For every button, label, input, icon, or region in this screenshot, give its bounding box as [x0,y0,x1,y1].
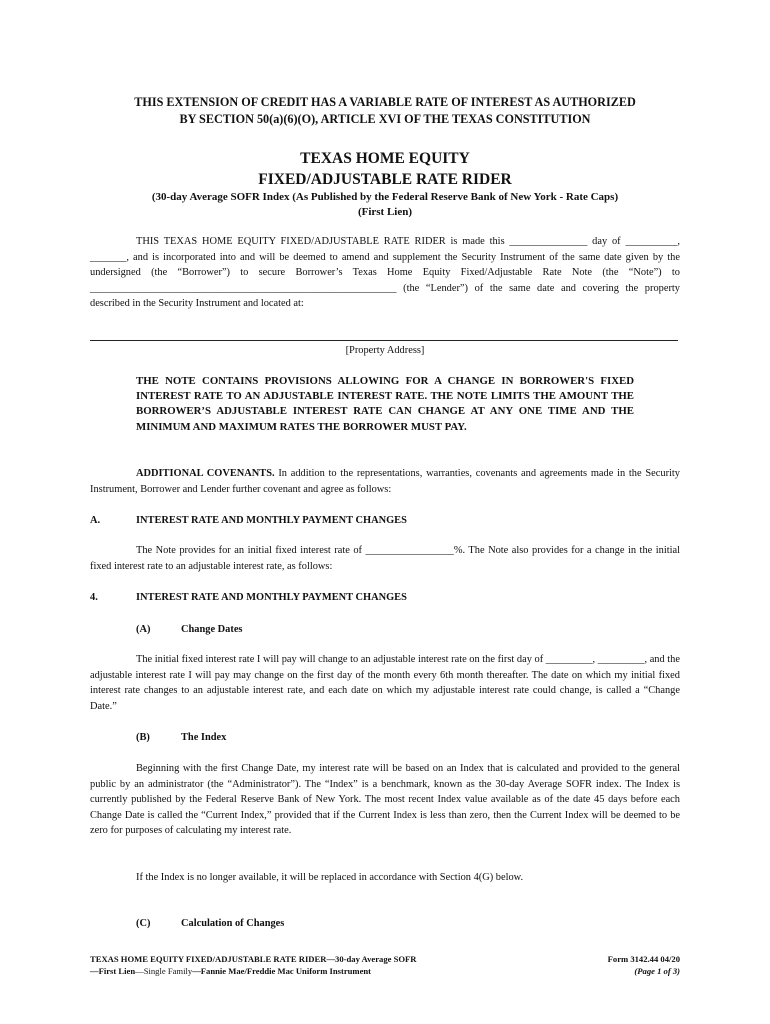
document-title [90,148,680,190]
footer-form-info [560,953,680,977]
section-a-title: INTEREST RATE AND MONTHLY PAYMENT CHANGES [136,515,407,526]
footer-single-family: —Single Family [135,966,193,976]
additional-covenants [90,466,680,497]
constitution-banner [90,94,680,128]
rate-change-notice: THE NOTE CONTAINS PROVISIONS ALLOWING FOR A CHANGE IN BORROWER'S FIXED INTEREST RATE TO AN ADJUSTABLE INTEREST RATE. THE NOTE LIMITS THE AMOUNT THE BORROWER’S ADJUSTABLE INTEREST RATE CAN CHANGE AT ANY ONE TIME AND THE MINIMUM AND MAXIMUM RATES THE BORROWER MUST PAY. [136,375,634,433]
subsection-b-text-2: If the Index is no longer available, it will be replaced in accordance with Section 4(G) below. [136,872,524,883]
title-line-2: FIXED/ADJUSTABLE RATE RIDER [258,171,512,188]
footer-page-number: (Page 1 of 3) [634,966,680,976]
banner-line-2: BY SECTION 50(a)(6)(O), ARTICLE XVI OF THE TEXAS CONSTITUTION [179,112,591,126]
subsection-c-number: (C) [136,918,151,929]
subsection-a-text: The initial fixed interest rate I will pay will change to an adjustable interest rate on the first day of _________, _________, and the adjustable interest rate I will pay may change on the first day of the month every 6th month thereafter. The date on which my initial fixed interest rate changes to an adjustable interest rate, and each date on which my adjustable interest rate could change, is called a “Change Date.” [90,654,680,712]
banner-line-1: THIS EXTENSION OF CREDIT HAS A VARIABLE RATE OF INTEREST AS AUTHORIZED [134,95,636,109]
subsection-b-text: Beginning with the first Change Date, my interest rate will be based on an Index that is calculated and provided to the general public by an administrator (the “Administrator”). The “Index” is a benchmark, known as the 30-day Average SOFR index. The Index is currently published by the Federal Reserve Bank of New York. The most recent Index value available as of the date 45 days before each Change Date is called the “Current Index,” provided that if the Current Index is less than zero, then the Current Index will be deemed to be zero for purposes of calculating my interest rate. [90,763,680,837]
section-4-number: 4. [90,592,98,603]
subsection-c-title: Calculation of Changes [181,918,285,929]
covenants-text: In addition to the representations, warranties, covenants and agreements made in the Security Instrument, Borrower and Lender further covenant and agree as follows: [90,468,680,495]
title-line-1: TEXAS HOME EQUITY [300,150,470,167]
footer-form-description [90,953,417,977]
footer-line-1: TEXAS HOME EQUITY FIXED/ADJUSTABLE RATE RIDER—30-day Average SOFR [90,954,417,964]
property-address-line [90,340,678,341]
footer-line-2 [90,965,417,977]
section-a-text: The Note provides for an initial fixed interest rate of _________________%. The Note also provides for a change in the initial fixed interest rate to an adjustable interest rate, as follows: [90,545,680,572]
property-address-label: [Property Address] [345,345,425,356]
intro-paragraph: THIS TEXAS HOME EQUITY FIXED/ADJUSTABLE RATE RIDER is made this _______________ day of __________, _______, and is incorporated into and will be deemed to amend and supplement the Security Instrument of the same date given by the undersigned (the “Borrower”) to secure Borrower’s Texas Home Equity Fixed/Adjustable Rate Note (the “Note”) to ___________________________________________________________ (the “Lender”) of the same date and covering the property described in the Security Instrument and located at: [90,236,680,310]
footer-first-lien: —First Lien [90,966,136,976]
subsection-b-title: The Index [181,732,227,743]
section-a-number: A. [90,515,101,526]
footer-form-number: Form 3142.44 04/20 [607,954,680,964]
covenants-heading: ADDITIONAL COVENANTS. [136,468,275,479]
footer-uniform-instrument: —Fannie Mae/Freddie Mac Uniform Instrument [192,966,372,976]
document-subtitle [80,190,690,220]
subtitle-line-1: (30-day Average SOFR Index (As Published by the Federal Reserve Bank of New York - Rate Caps) [151,191,619,203]
subtitle-line-2: (First Lien) [357,206,413,218]
subsection-a-number: (A) [136,624,151,635]
subsection-a-title: Change Dates [181,624,243,635]
section-4-title: INTEREST RATE AND MONTHLY PAYMENT CHANGES [136,592,407,603]
subsection-b-number: (B) [136,732,150,743]
